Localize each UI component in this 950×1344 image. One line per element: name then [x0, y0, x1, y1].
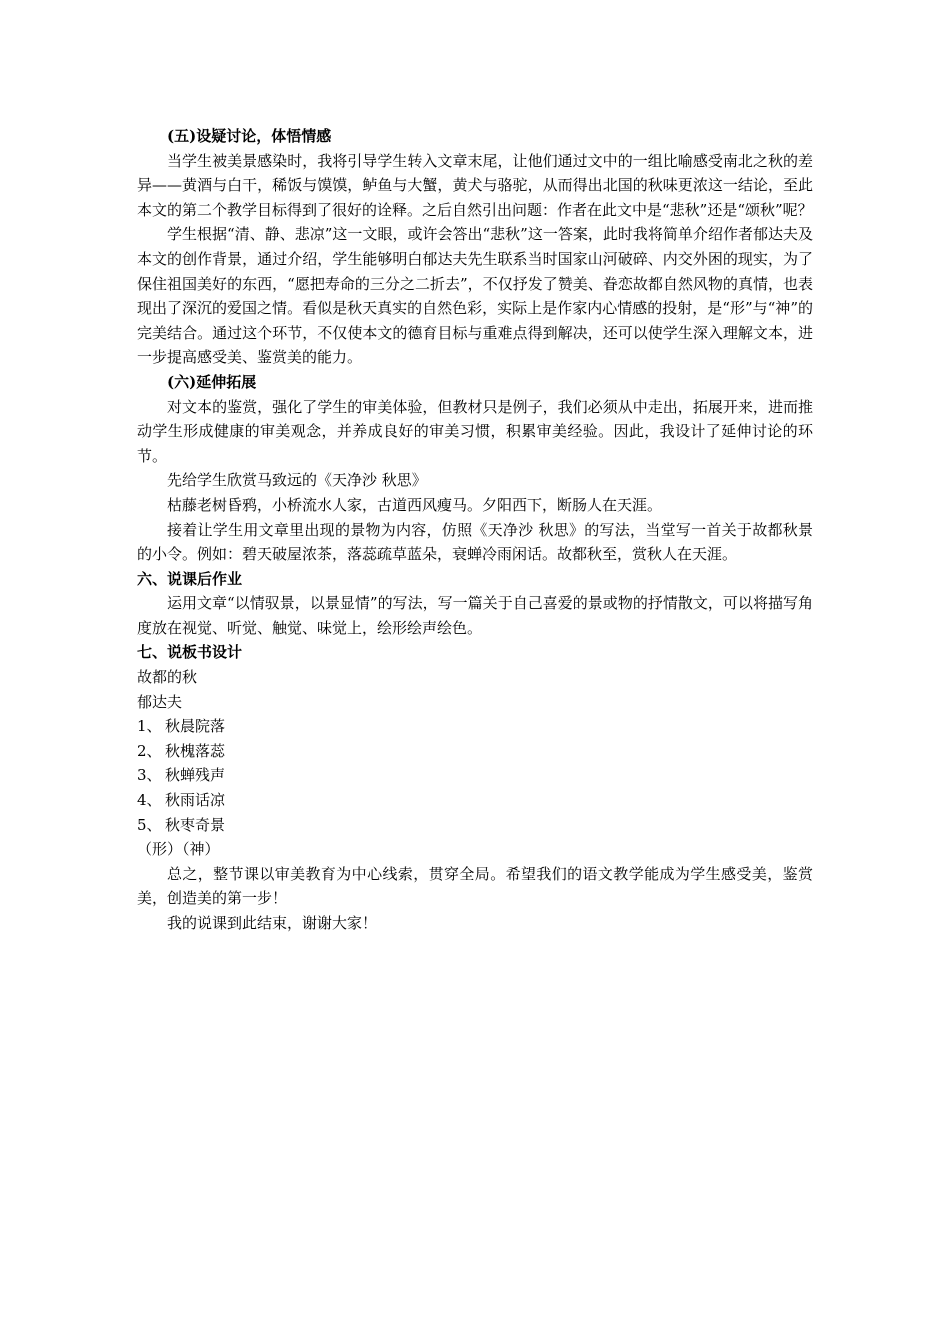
paragraph: 先给学生欣赏马致远的《天净沙 秋思》: [167, 471, 427, 490]
section-heading-6: (六)延伸拓展: [167, 372, 257, 391]
paragraph: 学生根据“清、静、悲凉”这一文眼，或许会答出“悲秋”这一答案，此时我将简单介绍作者郁达夫及本文的创作背景，通过介绍，学生能够明白郁达夫先生联系当时国家山河破碎、内交外困的现实，为了保住祖国美好的东西，“愿把寿命的三分之二折去”，不仅抒发了赞美、眷恋故都自然风物的真情，也表现出了深沉的爱国之情。看似是秋天真实的自然色彩，实际上是作家内心情感的投射，是“形”与“神”的完美结合。通过这个环节，不仅使本文的德育目标与重难点得到解决，还可以使学生深入理解文本，进一步提高感受美、鉴赏美的能力。: [137, 225, 813, 367]
closing-paragraph: 总之，整节课以审美教育为中心线索，贯穿全局。希望我们的语文教学能成为学生感受美，鉴赏美，创造美的第一步！: [137, 864, 813, 908]
list-item: 5、 秋枣奇景: [137, 815, 226, 834]
list-item: 1、 秋晨院落: [137, 717, 226, 736]
closing-paragraph: 我的说课到此结束，谢谢大家！: [167, 914, 378, 932]
board-design-heading: 七、说板书设计: [137, 643, 243, 662]
board-title: 故都的秋: [137, 668, 198, 687]
list-item: 4、 秋雨话凉: [137, 791, 226, 810]
paragraph: 对文本的鉴赏，强化了学生的审美体验，但教材只是例子，我们必须从中走出，拓展开来，进而推动学生形成健康的审美观念，并养成良好的审美习惯，积累审美经验。因此，我设计了延伸讨论的环节。: [137, 397, 813, 465]
board-footer: （形）（神）: [137, 840, 220, 859]
homework-heading: 六、说课后作业: [137, 569, 243, 588]
paragraph: 当学生被美景感染时，我将引导学生转入文章末尾，让他们通过文中的一组比喻感受南北之秋的差异——黄酒与白干，稀饭与馍馍，鲈鱼与大蟹，黄犬与骆驼，从而得出北国的秋味更浓这一结论，至此本文的第二个教学目标得到了很好的诠释。之后自然引出问题：作者在此文中是“悲秋”还是“颂秋”呢？: [137, 151, 813, 219]
paragraph: 接着让学生用文章里出现的景物为内容，仿照《天净沙 秋思》的写法，当堂写一首关于故都秋景的小令。例如：碧天破屋浓茶，落蕊疏草蓝朵，衰蝉冷雨闲话。故都秋至，赏秋人在天涯。: [137, 520, 813, 564]
list-item: 2、 秋槐落蕊: [137, 741, 226, 760]
board-author: 郁达夫: [137, 692, 183, 711]
poem-line: 枯藤老树昏鸦，小桥流水人家，古道西风瘦马。夕阳西下，断肠人在天涯。: [167, 495, 663, 514]
paragraph: 运用文章“以情驭景，以景显情”的写法，写一篇关于自己喜爱的景或物的抒情散文，可以将描写角度放在视觉、听觉、触觉、味觉上，绘形绘声绘色。: [137, 594, 813, 637]
list-item: 3、 秋蝉残声: [137, 766, 226, 785]
section-heading-5: (五)设疑讨论，体悟情感: [167, 127, 332, 145]
document-page: [137, 124, 813, 936]
